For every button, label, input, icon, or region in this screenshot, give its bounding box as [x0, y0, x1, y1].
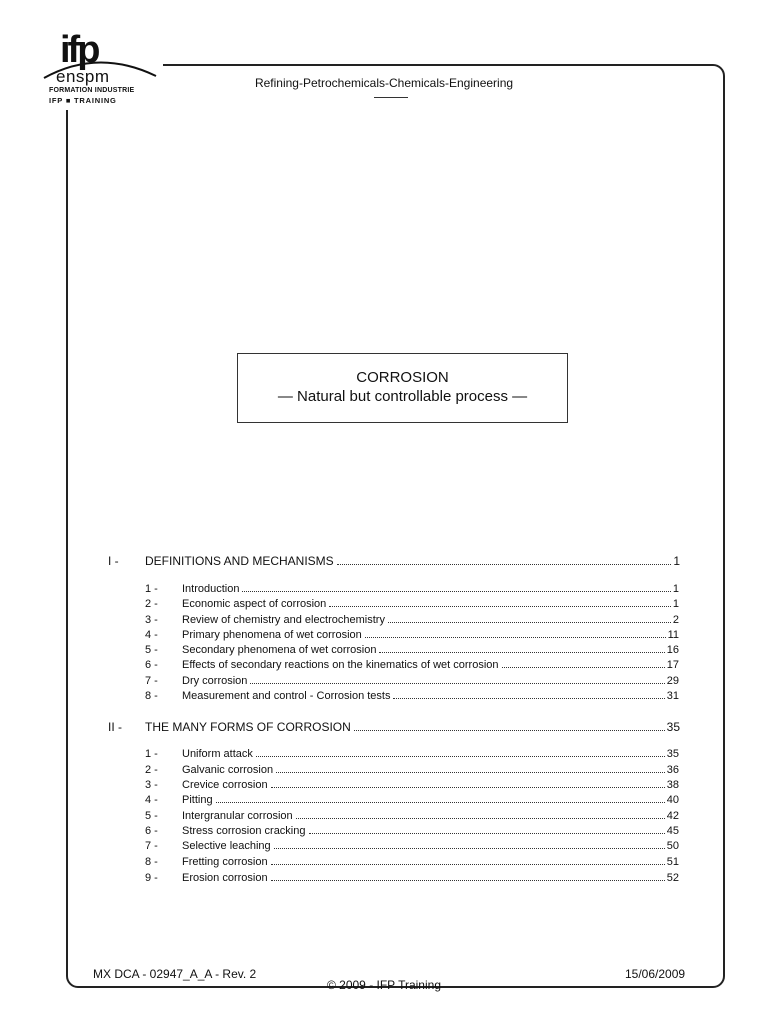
toc-item-title: Selective leaching	[182, 840, 271, 852]
toc-item-number: 8 -	[145, 690, 158, 702]
toc-item-number: 1 -	[145, 583, 158, 595]
toc-section-title: DEFINITIONS AND MECHANISMS	[145, 554, 334, 568]
toc-section[interactable]	[108, 550, 680, 568]
toc-item-number: 9 -	[145, 872, 158, 884]
logo-ifp-text: ifp	[60, 29, 98, 71]
toc-item-number: 4 -	[145, 629, 158, 641]
toc-item-page: 29	[666, 675, 679, 687]
toc-item-page: 42	[666, 810, 679, 822]
toc-item[interactable]	[145, 838, 679, 852]
ifp-logo	[38, 30, 163, 110]
toc-leader	[393, 698, 664, 699]
toc-item-title: Galvanic corrosion	[182, 764, 274, 776]
toc-section[interactable]	[108, 716, 680, 734]
toc-item-title: Dry corrosion	[182, 675, 248, 687]
document-title: CORROSION	[356, 369, 449, 386]
logo-subtitle-1: FORMATION INDUSTRIE	[49, 87, 135, 94]
toc-item-page: 16	[666, 644, 679, 656]
toc-leader	[256, 756, 665, 757]
footer-date: 15/06/2009	[625, 967, 686, 981]
toc-leader	[309, 833, 665, 834]
footer-copyright: © 2009 - IFP Training	[326, 978, 441, 992]
toc-leader	[379, 652, 664, 653]
toc-item[interactable]	[145, 792, 679, 806]
toc-item[interactable]	[145, 627, 679, 641]
toc-item-title: Fretting corrosion	[182, 856, 268, 868]
toc-item-title: Stress corrosion cracking	[182, 825, 306, 837]
toc-item-number: 2 -	[145, 598, 158, 610]
toc-section-page: 1	[673, 554, 680, 568]
toc-leader	[502, 667, 665, 668]
toc-item[interactable]	[145, 596, 679, 610]
toc-item-page: 52	[666, 872, 679, 884]
toc-item[interactable]	[145, 746, 679, 760]
footer-doc-reference: MX DCA - 02947_A_A - Rev. 2	[93, 967, 257, 981]
toc-leader	[271, 880, 665, 881]
toc-leader	[354, 730, 665, 731]
toc-item-title: Measurement and control - Corrosion tests	[182, 690, 391, 702]
toc-item[interactable]	[145, 808, 679, 822]
toc-item-page: 2	[672, 614, 679, 626]
toc-section-number: I -	[108, 554, 119, 568]
toc-item-number: 2 -	[145, 764, 158, 776]
toc-item-title: Introduction	[182, 583, 240, 595]
toc-item[interactable]	[145, 823, 679, 837]
logo-subtitle-2: IFP ■ TRAINING	[49, 96, 117, 105]
toc-item-page: 40	[666, 794, 679, 806]
header-divider	[374, 97, 408, 98]
toc-leader	[276, 772, 665, 773]
toc-item[interactable]	[145, 870, 679, 884]
toc-item[interactable]	[145, 762, 679, 776]
toc-leader	[242, 591, 670, 592]
toc-item-title: Uniform attack	[182, 748, 253, 760]
toc-item-number: 4 -	[145, 794, 158, 806]
toc-item[interactable]	[145, 673, 679, 687]
logo-enspm-text: enspm	[56, 67, 110, 86]
toc-leader	[296, 818, 665, 819]
toc-item-number: 1 -	[145, 748, 158, 760]
toc-item-number: 5 -	[145, 644, 158, 656]
toc-item-title: Economic aspect of corrosion	[182, 598, 327, 610]
toc-item-title: Erosion corrosion	[182, 872, 268, 884]
toc-item-number: 6 -	[145, 825, 158, 837]
toc-leader	[329, 606, 671, 607]
toc-leader	[337, 564, 672, 565]
toc-item-title: Intergranular corrosion	[182, 810, 293, 822]
toc-leader	[250, 683, 664, 684]
toc-item[interactable]	[145, 688, 679, 702]
toc-item-page: 1	[672, 583, 679, 595]
toc-item-number: 6 -	[145, 659, 158, 671]
toc-item-page: 51	[666, 856, 679, 868]
toc-item-number: 5 -	[145, 810, 158, 822]
toc-item[interactable]	[145, 854, 679, 868]
toc-item-title: Pitting	[182, 794, 213, 806]
toc-leader	[388, 622, 671, 623]
toc-item-page: 31	[666, 690, 679, 702]
toc-item-title: Secondary phenomena of wet corrosion	[182, 644, 377, 656]
toc-leader	[274, 848, 665, 849]
document-subtitle: — Natural but controllable process —	[277, 388, 528, 405]
toc-item-page: 45	[666, 825, 679, 837]
toc-item-page: 1	[672, 598, 679, 610]
toc-item[interactable]	[145, 657, 679, 671]
toc-item-number: 3 -	[145, 779, 158, 791]
toc-item[interactable]	[145, 777, 679, 791]
toc-item-title: Review of chemistry and electrochemistry	[182, 614, 385, 626]
toc-item-page: 17	[666, 659, 679, 671]
toc-leader	[365, 637, 666, 638]
toc-item-number: 7 -	[145, 675, 158, 687]
toc-item-title: Primary phenomena of wet corrosion	[182, 629, 362, 641]
toc-item-page: 35	[666, 748, 679, 760]
toc-item[interactable]	[145, 642, 679, 656]
toc-item-number: 3 -	[145, 614, 158, 626]
toc-item-page: 11	[667, 629, 679, 641]
toc-item-title: Effects of secondary reactions on the kinematics of wet corrosion	[182, 659, 499, 671]
toc-item[interactable]	[145, 581, 679, 595]
toc-item-number: 7 -	[145, 840, 158, 852]
toc-section-title: THE MANY FORMS OF CORROSION	[145, 720, 351, 734]
toc-section-number: II -	[108, 720, 122, 734]
toc-item[interactable]	[145, 612, 679, 626]
toc-leader	[271, 787, 665, 788]
toc-leader	[271, 864, 665, 865]
title-box	[237, 353, 568, 423]
toc-item-number: 8 -	[145, 856, 158, 868]
header-title: Refining-Petrochemicals-Chemicals-Engineering	[254, 76, 514, 90]
toc-item-page: 38	[666, 779, 679, 791]
toc-section-page: 35	[666, 720, 680, 734]
toc-leader	[216, 802, 665, 803]
toc-item-page: 36	[666, 764, 679, 776]
toc-item-title: Crevice corrosion	[182, 779, 268, 791]
toc-item-page: 50	[666, 840, 679, 852]
